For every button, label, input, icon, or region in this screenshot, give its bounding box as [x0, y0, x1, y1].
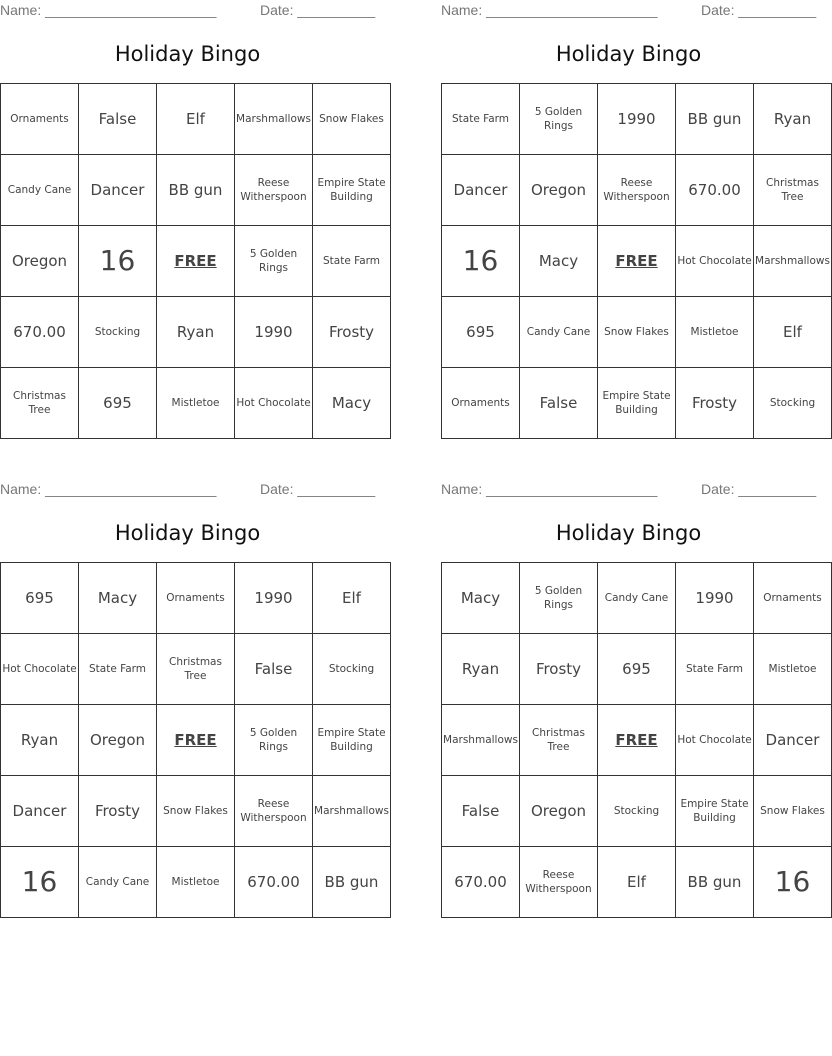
- bingo-cell: Ornaments: [157, 563, 235, 634]
- bingo-cell: Frosty: [520, 634, 598, 705]
- bingo-cell: False: [79, 84, 157, 155]
- grid-row: [1, 226, 391, 297]
- bingo-cell: Empire State Building: [313, 155, 391, 226]
- bingo-cell: Macy: [520, 226, 598, 297]
- bingo-cell: 670.00: [235, 847, 313, 918]
- name-label: Name: ______________________: [441, 2, 658, 18]
- bingo-cell: False: [235, 634, 313, 705]
- grid-row: [1, 368, 391, 439]
- bingo-cell: Candy Cane: [598, 563, 676, 634]
- bingo-cell: Hot Chocolate: [1, 634, 79, 705]
- bingo-cell: Oregon: [520, 776, 598, 847]
- bingo-cell: Stocking: [313, 634, 391, 705]
- bingo-cell: Snow Flakes: [754, 776, 832, 847]
- bingo-cell: BB gun: [676, 847, 754, 918]
- bingo-cell: BB gun: [676, 84, 754, 155]
- name-label: Name: ______________________: [0, 481, 217, 497]
- bingo-cell: Stocking: [598, 776, 676, 847]
- bingo-cell: Macy: [442, 563, 520, 634]
- name-label: Name: ______________________: [0, 2, 217, 18]
- grid-row: [442, 84, 832, 155]
- bingo-cell: Empire State Building: [676, 776, 754, 847]
- bingo-cell: State Farm: [313, 226, 391, 297]
- bingo-cell: Empire State Building: [598, 368, 676, 439]
- bingo-cell: Christmas Tree: [754, 155, 832, 226]
- bingo-cell: Macy: [313, 368, 391, 439]
- card-title: Holiday Bingo: [114, 42, 261, 66]
- date-label: Date: __________: [701, 2, 817, 18]
- bingo-cell: Christmas Tree: [157, 634, 235, 705]
- grid-row: [442, 155, 832, 226]
- bingo-cell: Frosty: [676, 368, 754, 439]
- grid-row: [442, 776, 832, 847]
- grid-row: [1, 776, 391, 847]
- date-label: Date: __________: [701, 481, 817, 497]
- grid-row: [442, 847, 832, 918]
- grid-row: [442, 563, 832, 634]
- date-label: Date: __________: [260, 481, 376, 497]
- bingo-cell: Hot Chocolate: [676, 705, 754, 776]
- bingo-cell: Marshmallows: [235, 84, 313, 155]
- bingo-cell: 670.00: [1, 297, 79, 368]
- bingo-cell: Reese Witherspoon: [235, 776, 313, 847]
- grid-row: [1, 563, 391, 634]
- bingo-cell: Ryan: [1, 705, 79, 776]
- bingo-cell: Macy: [79, 563, 157, 634]
- free-space: FREE: [157, 705, 235, 776]
- bingo-cell: 16: [79, 226, 157, 297]
- bingo-cell: Ryan: [442, 634, 520, 705]
- bingo-cell: Dancer: [79, 155, 157, 226]
- bingo-cell: Marshmallows: [754, 226, 832, 297]
- bingo-cell: 670.00: [442, 847, 520, 918]
- bingo-cell: State Farm: [79, 634, 157, 705]
- bingo-cell: Candy Cane: [520, 297, 598, 368]
- grid-row: [442, 705, 832, 776]
- bingo-cell: Mistletoe: [754, 634, 832, 705]
- bingo-cell: 1990: [598, 84, 676, 155]
- bingo-cell: 5 Golden Rings: [235, 226, 313, 297]
- bingo-cell: State Farm: [442, 84, 520, 155]
- name-date-line: [441, 481, 816, 497]
- bingo-cell: False: [442, 776, 520, 847]
- bingo-cell: Marshmallows: [313, 776, 391, 847]
- bingo-cell: Mistletoe: [676, 297, 754, 368]
- card-title: Holiday Bingo: [555, 521, 702, 545]
- bingo-cell: 695: [598, 634, 676, 705]
- bingo-cell: Snow Flakes: [598, 297, 676, 368]
- bingo-cell: Frosty: [313, 297, 391, 368]
- grid-row: [1, 297, 391, 368]
- bingo-cell: Elf: [313, 563, 391, 634]
- name-date-line: [0, 2, 375, 18]
- name-date-line: [441, 2, 816, 18]
- bingo-cell: BB gun: [313, 847, 391, 918]
- bingo-cell: Elf: [157, 84, 235, 155]
- bingo-cell: 5 Golden Rings: [235, 705, 313, 776]
- bingo-cell: Ornaments: [442, 368, 520, 439]
- grid-row: [442, 368, 832, 439]
- bingo-cell: State Farm: [676, 634, 754, 705]
- bingo-cell: Mistletoe: [157, 847, 235, 918]
- bingo-cell: 695: [79, 368, 157, 439]
- bingo-cell: Ornaments: [754, 563, 832, 634]
- bingo-cell: Hot Chocolate: [676, 226, 754, 297]
- grid-row: [442, 226, 832, 297]
- bingo-cell: 1990: [235, 297, 313, 368]
- bingo-grid: [441, 562, 832, 918]
- bingo-cell: Oregon: [520, 155, 598, 226]
- bingo-cell: False: [520, 368, 598, 439]
- bingo-grid: [0, 562, 391, 918]
- bingo-cell: 16: [754, 847, 832, 918]
- bingo-cell: 16: [442, 226, 520, 297]
- card-title: Holiday Bingo: [114, 521, 261, 545]
- bingo-cell: Reese Witherspoon: [520, 847, 598, 918]
- bingo-cell: Ornaments: [1, 84, 79, 155]
- bingo-cell: Elf: [754, 297, 832, 368]
- bingo-cell: Stocking: [754, 368, 832, 439]
- bingo-cell: Candy Cane: [1, 155, 79, 226]
- bingo-cell: Oregon: [79, 705, 157, 776]
- bingo-cell: 1990: [676, 563, 754, 634]
- free-space: FREE: [598, 705, 676, 776]
- bingo-cell: BB gun: [157, 155, 235, 226]
- bingo-cell: Reese Witherspoon: [235, 155, 313, 226]
- grid-row: [1, 847, 391, 918]
- bingo-cell: Snow Flakes: [157, 776, 235, 847]
- bingo-cell: Marshmallows: [442, 705, 520, 776]
- name-date-line: [0, 481, 375, 497]
- bingo-cell: Hot Chocolate: [235, 368, 313, 439]
- bingo-cell: 16: [1, 847, 79, 918]
- bingo-cell: 695: [442, 297, 520, 368]
- bingo-cell: Stocking: [79, 297, 157, 368]
- grid-row: [1, 155, 391, 226]
- bingo-cell: 670.00: [676, 155, 754, 226]
- bingo-cell: Dancer: [442, 155, 520, 226]
- grid-row: [442, 634, 832, 705]
- bingo-cell: Christmas Tree: [520, 705, 598, 776]
- bingo-cell: Dancer: [1, 776, 79, 847]
- bingo-cell: Empire State Building: [313, 705, 391, 776]
- bingo-cell: Ryan: [157, 297, 235, 368]
- bingo-cell: 5 Golden Rings: [520, 563, 598, 634]
- bingo-cell: 1990: [235, 563, 313, 634]
- bingo-cell: Ryan: [754, 84, 832, 155]
- bingo-cell: Christmas Tree: [1, 368, 79, 439]
- bingo-cell: Frosty: [79, 776, 157, 847]
- date-label: Date: __________: [260, 2, 376, 18]
- free-space: FREE: [157, 226, 235, 297]
- grid-row: [1, 84, 391, 155]
- bingo-cell: Mistletoe: [157, 368, 235, 439]
- name-label: Name: ______________________: [441, 481, 658, 497]
- bingo-cell: Reese Witherspoon: [598, 155, 676, 226]
- bingo-cell: Candy Cane: [79, 847, 157, 918]
- bingo-cell: Elf: [598, 847, 676, 918]
- bingo-cell: 695: [1, 563, 79, 634]
- grid-row: [1, 634, 391, 705]
- bingo-cell: Oregon: [1, 226, 79, 297]
- bingo-cell: Snow Flakes: [313, 84, 391, 155]
- bingo-cell: 5 Golden Rings: [520, 84, 598, 155]
- card-title: Holiday Bingo: [555, 42, 702, 66]
- bingo-grid: [0, 83, 391, 439]
- grid-row: [442, 297, 832, 368]
- grid-row: [1, 705, 391, 776]
- bingo-cell: Dancer: [754, 705, 832, 776]
- bingo-grid: [441, 83, 832, 439]
- free-space: FREE: [598, 226, 676, 297]
